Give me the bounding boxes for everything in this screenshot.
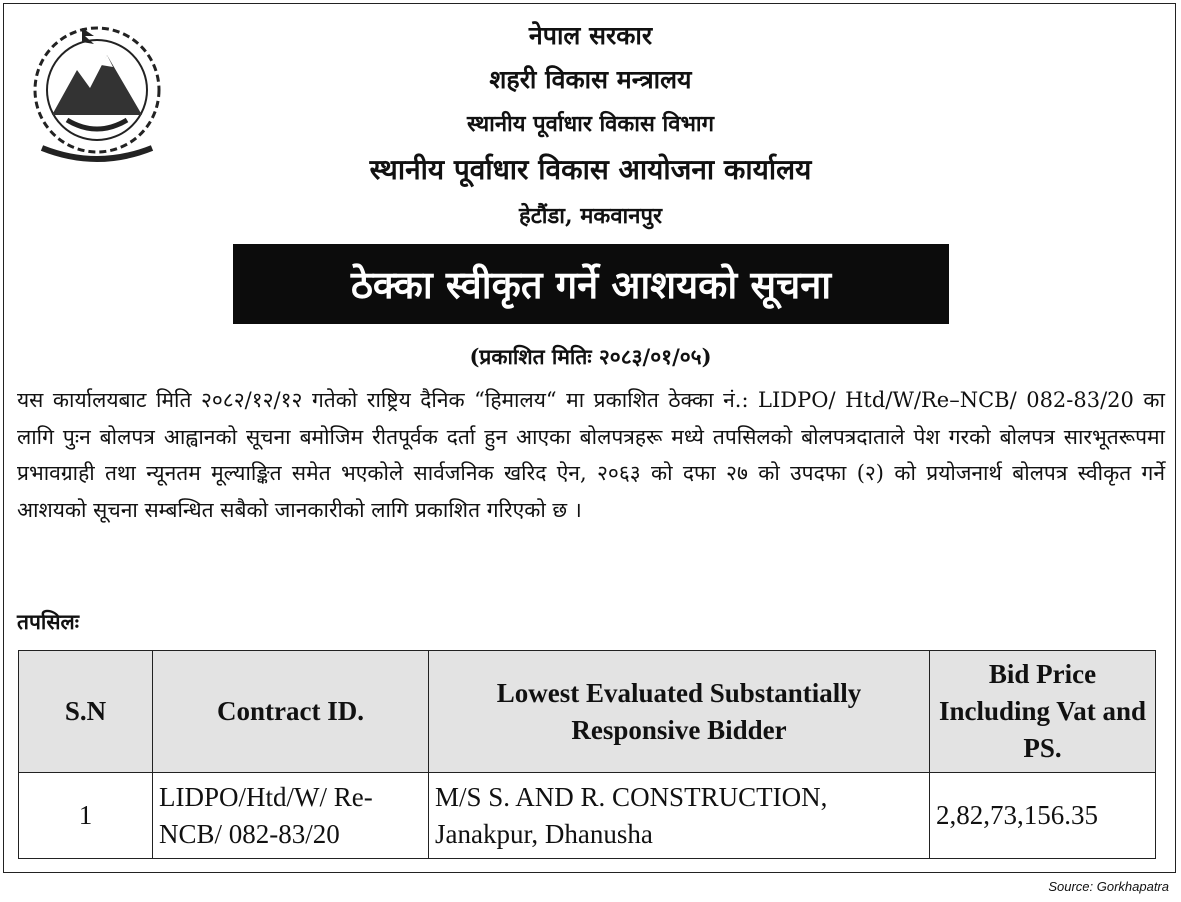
ministry-name: शहरी विकास मन्त्रालय [489,65,692,94]
office-location: हेटौंडा, मकवानपुर [519,203,662,229]
notice-title-banner [233,244,949,324]
table-row [19,773,1156,859]
cell-contract-id: LIDPO/Htd/W/ Re-NCB/ 082-83/20 [153,773,429,859]
source-credit: Source: Gorkhapatra [1048,879,1169,894]
award-table [18,650,1156,859]
department-name: स्थानीय पूर्वाधार विकास विभाग [466,111,715,137]
office-name: स्थानीय पूर्वाधार विकास आयोजना कार्यालय [369,153,812,186]
header-bidder: Lowest Evaluated Substantially Responsive Bidder [429,651,930,773]
notice-title: ठेक्का स्वीकृत गर्ने आशयको सूचना [350,262,832,307]
table-header-row [19,651,1156,773]
details-label: तपसिलः [17,609,80,634]
cell-bid-price: 2,82,73,156.35 [930,773,1156,859]
cell-sn: 1 [19,773,153,859]
government-name: नेपाल सरकार [528,21,653,50]
cell-bidder: M/S S. AND R. CONSTRUCTION, Janakpur, Dhanusha [429,773,930,859]
header-sn: S.N [19,651,153,773]
published-date: (प्रकाशित मितिः २०८३/०१/०५) [469,344,712,369]
header-contract-id: Contract ID. [153,651,429,773]
notice-body: यस कार्यालयबाट मिति २०८२/१२/१२ गतेको राष्ट्रिय दैनिक “हिमालय“ मा प्रकाशित ठेक्का नं.: LIDPO/ Htd/W/Re–NCB/ 082-83/20 का लागि पुःन बोलपत्र आह्वानको सूचना बमोजिम रीतपूर्वक दर्ता हुन आएका बोलपत्रहरू मध्ये तपसिलको बोलपत्रदाताले पेश गरको बोलपत्र सारभूतरूपमा प्रभावग्राही तथा न्यूनतम मूल्याङ्कित समेत भएकोले सार्वजनिक खरिद ऐन, २०६३ को दफा २७ को उपदफा (२) को प्रयोजनार्थ बोलपत्र स्वीकृत गर्ने आशयको सूचना सम्बन्धित सबैको जानकारीको लागि प्रकाशित गरिएको छ । [17,388,1165,522]
header-bid-price: Bid Price Including Vat and PS. [930,651,1156,773]
